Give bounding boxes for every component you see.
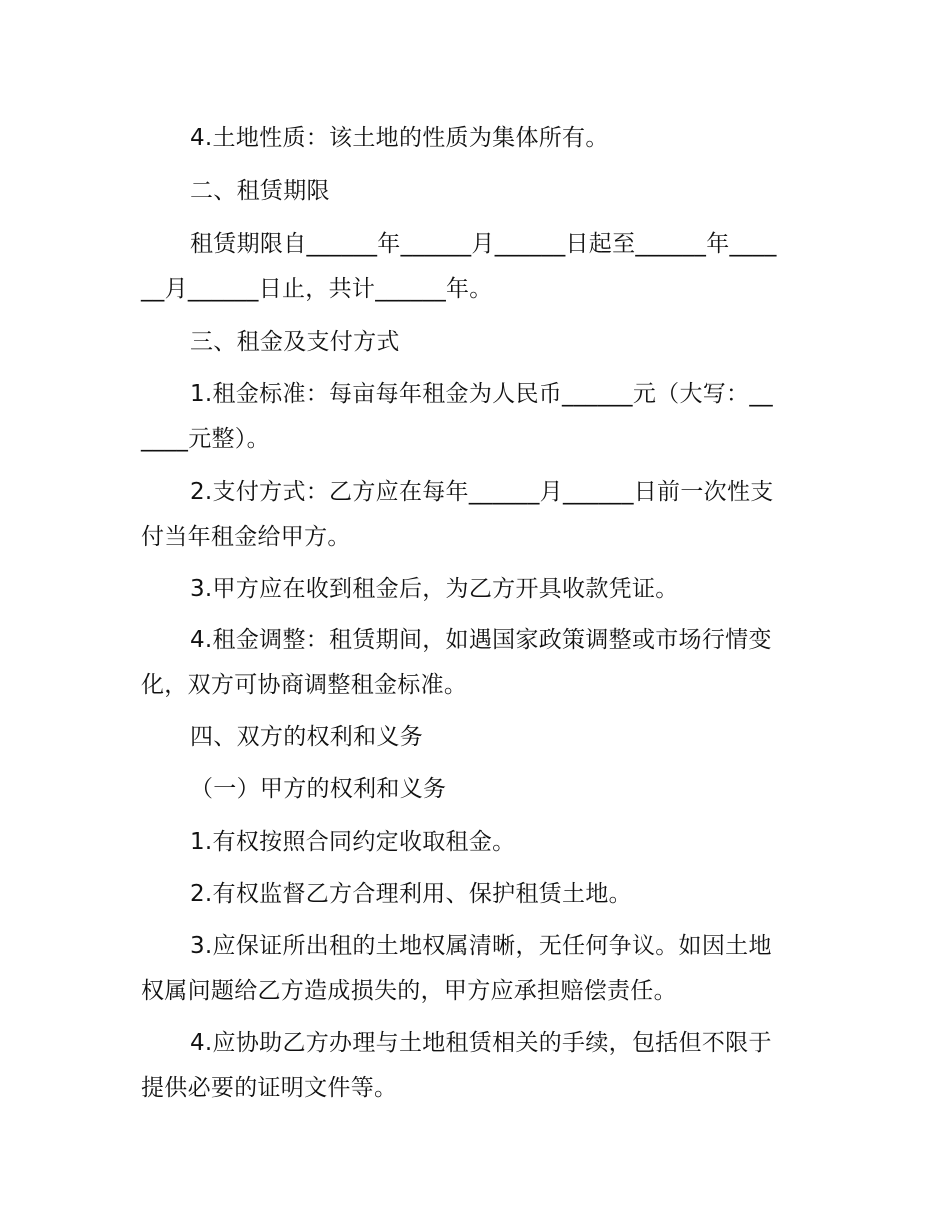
text-line-item: 1.租金标准：每亩每年租金为人民币______元（大写：__ (190, 381, 773, 407)
text-line-item: 2.有权监督乙方合理利用、保护租赁土地。 (190, 881, 632, 907)
text-line-item-cont: 化，双方可协商调整租金标准。 (141, 672, 468, 698)
text-line-heading: 三、租金及支付方式 (190, 329, 400, 355)
text-line-item-cont: 提供必要的证明文件等。 (141, 1075, 398, 1101)
text-line-item-cont: ____元整）。 (141, 426, 270, 452)
text-line-item: 4.土地性质：该土地的性质为集体所有。 (190, 125, 609, 151)
text-line-body: 租赁期限自______年______月______日起至______年____ (190, 231, 777, 257)
text-line-item: 3.应保证所出租的土地权属清晰，无任何争议。如因土地 (190, 933, 772, 959)
text-line-item: 4.租金调整：租赁期间，如遇国家政策调整或市场行情变 (190, 627, 772, 653)
text-line-item-cont: 权属问题给乙方造成损失的，甲方应承担赔偿责任。 (141, 978, 677, 1004)
text-line-heading: 四、双方的权利和义务 (190, 724, 423, 750)
text-line-body-cont: __月______日止，共计______年。 (141, 276, 493, 302)
text-line-item: 3.甲方应在收到租金后，为乙方开具收款凭证。 (190, 576, 679, 602)
text-line-item: 4.应协助乙方办理与土地租赁相关的手续，包括但不限于 (190, 1030, 772, 1056)
text-line-item: 1.有权按照合同约定收取租金。 (190, 829, 516, 855)
text-line-heading: 二、租赁期限 (190, 178, 330, 204)
text-line-item: 2.支付方式：乙方应在每年______月______日前一次性支 (190, 479, 774, 505)
text-line-item-cont: 付当年租金给甲方。 (141, 524, 351, 550)
text-line-subheading: （一）甲方的权利和义务 (190, 776, 447, 802)
